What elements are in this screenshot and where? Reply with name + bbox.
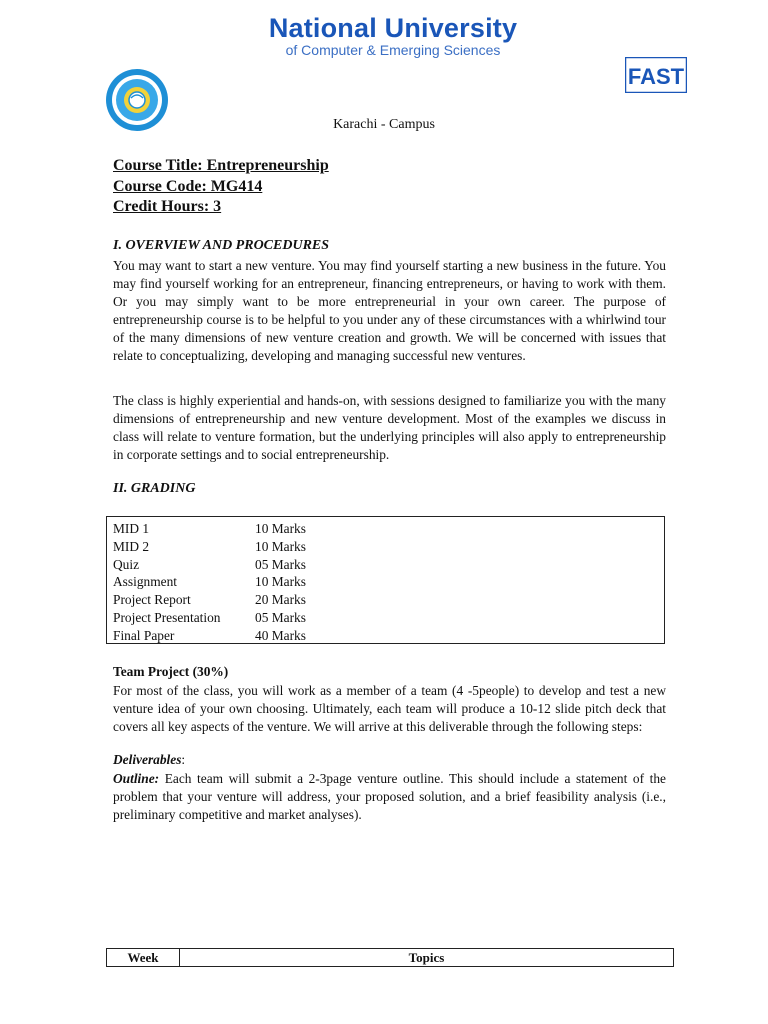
team-project-paragraph: For most of the class, you will work as a member of a team (4 -5people) to develop and test a new venture idea of your own choosing. Ultimately, each team will produce a 10-12 slide pitch deck that covers all key aspects of the venture. We will arrive at this deliverable through the following steps:	[113, 683, 666, 734]
table-row	[107, 538, 664, 556]
grading-item: Quiz	[113, 556, 140, 572]
overview-paragraph-2: The class is highly experiential and hands-on, with sessions designed to familiarize you with the many dimensions of entrepreneurship and new venture development. Most of the examples we discuss in class will relate to venture formation, but the underlying principles will also apply to entrepreneurship in corporate settings and to social entrepreneurship.	[113, 393, 666, 462]
grading-marks: 40 Marks	[255, 627, 306, 643]
campus-label: Karachi - Campus	[333, 117, 435, 132]
deliverables-heading	[113, 752, 185, 768]
grading-item: MID 1	[113, 521, 150, 536]
overview-heading: I. OVERVIEW AND PROCEDURES	[113, 238, 330, 253]
fast-logo-icon	[625, 57, 687, 93]
outline-text: Each team will submit a 2-3page venture outline. This should include a statement of the problem that your venture will address, your proposed solution, and a brief feasibility analysis (i.e., preliminary competitive and market analyses).	[113, 771, 666, 822]
grading-marks: 10 Marks	[255, 574, 306, 590]
table-row	[107, 556, 664, 574]
outline-label: Outline:	[113, 771, 160, 786]
grading-marks: 10 Marks	[255, 521, 306, 536]
table-row	[107, 520, 664, 538]
course-code: Course Code: MG414	[113, 177, 263, 195]
table-row	[107, 591, 664, 609]
university-subtitle: of Computer & Emerging Sciences	[285, 42, 501, 58]
table-row	[107, 573, 664, 591]
table-row	[107, 627, 664, 645]
grading-item: MID 2	[113, 538, 150, 554]
grading-marks: 20 Marks	[255, 592, 306, 608]
schedule-table-header	[106, 948, 674, 967]
overview-paragraph-1: You may want to start a new venture. You may find yourself starting a new business in the future. You may find yourself working for an entrepreneur, financing entrepreneurs, or having to work with them. Or you may simply want to be more entrepreneurial in your own career. The purpose of entrepreneurship course is to be helpful to you under any of these circumstances with a whirlwind tour of the many dimensions of new venture creation and growth. We will be concerned with issues that relate to conceptualizing, developing and managing successful new ventures.	[113, 258, 666, 363]
grading-item: Assignment	[113, 574, 177, 590]
svg-text:FAST: FAST	[627, 64, 685, 89]
deliverables-colon: :	[181, 752, 186, 767]
week-column-header: Week	[107, 949, 180, 966]
outline-paragraph	[113, 770, 666, 824]
grading-item: Project Presentation	[113, 609, 221, 625]
grading-item: Final Paper	[113, 627, 175, 643]
grading-marks: 05 Marks	[255, 556, 306, 572]
grading-marks: 05 Marks	[255, 609, 306, 625]
grading-marks: 10 Marks	[255, 538, 306, 554]
grading-table	[106, 516, 665, 644]
grading-item: Project Report	[113, 592, 191, 608]
credit-hours: Credit Hours: 3	[113, 198, 222, 215]
course-info	[113, 156, 329, 218]
deliverables-label: Deliverables	[113, 752, 182, 767]
team-project-heading: Team Project (30%)	[113, 664, 229, 679]
course-title: Course Title: Entrepreneurship	[113, 157, 329, 174]
university-name: National University	[268, 13, 518, 43]
table-row	[107, 609, 664, 627]
topics-column-header: Topics	[408, 950, 445, 965]
grading-heading: II. GRADING	[113, 481, 196, 496]
